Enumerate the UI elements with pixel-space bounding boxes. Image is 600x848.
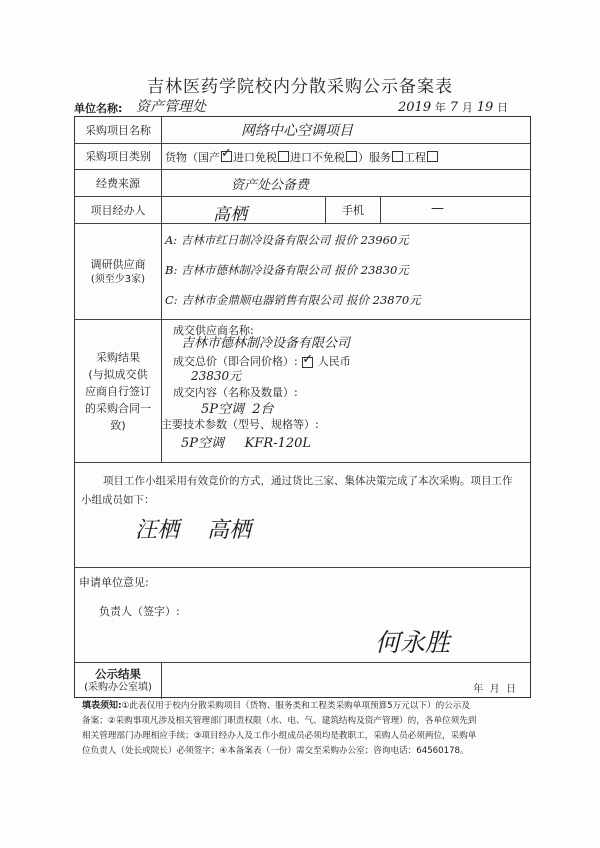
spec-value: 5P空调 KFR-120L: [181, 436, 312, 451]
phone-label: 手机: [325, 197, 381, 223]
supplier-b: B: 吉林市德林制冷设备有限公司 报价 23830元: [165, 263, 409, 277]
row-suppliers: [75, 224, 530, 320]
project-name-label: 采购项目名称: [75, 117, 162, 143]
project-checkbox[interactable]: [427, 151, 438, 162]
deal-content-value: 5P空调 2台: [201, 402, 274, 417]
result-label-note4: 致): [110, 418, 126, 432]
deal-price-text: 成交总价（即合同价格）:: [173, 355, 298, 368]
row-result: [75, 320, 530, 568]
row-manager: [75, 197, 530, 224]
deal-price-value: 23830元: [191, 369, 242, 383]
import-free-label: 进口免税: [233, 150, 277, 164]
result-label-note1: (与拟成交供: [88, 367, 148, 381]
project-type-label: 采购项目类别: [75, 144, 162, 169]
rmb-checkbox[interactable]: [302, 357, 313, 368]
apply-opinion-label: 申请单位意见:: [79, 576, 149, 589]
row-publicity: [75, 663, 530, 699]
suppliers-label-note: (须至少3家): [90, 273, 146, 285]
page-title: 吉林医药学院校内分散采购公示备案表: [147, 77, 453, 97]
supplier-a: A: 吉林市红日制冷设备有限公司 报价 23960元: [165, 233, 409, 247]
row-apply-opinion: [75, 568, 530, 663]
deal-supplier-label: 成交供应商名称:: [173, 324, 254, 337]
instructions-line-2: 备案；②采购事项凡涉及相关管理部门职责权限（水、电、气、建筑结构及资产管理）的，各单位须先到: [82, 716, 477, 726]
instructions-line-4: 位负责人（处长或院长）必须签字；④本备案表（一份）需交至采购办公室；咨询电话：64560178。: [82, 746, 469, 756]
date-day-unit: 日: [497, 101, 509, 114]
date-year: 2019: [398, 100, 432, 115]
result-label-note3: 的采购合同一: [85, 401, 151, 415]
date-month-unit: 月: [461, 101, 473, 114]
instructions-lead: 填表须知:: [82, 701, 122, 711]
goods-option-label: 货物（国产: [165, 150, 220, 164]
phone-value: —: [431, 201, 444, 216]
project-name-value: 网络中心空调项目: [241, 123, 353, 139]
project-type-options: [161, 144, 530, 169]
team-members: 汪栖 高栖: [135, 518, 251, 543]
date-year-unit: 年: [434, 101, 446, 114]
row-funding: [75, 170, 530, 197]
result-label-main: 采购结果: [96, 350, 140, 364]
unit-name-value: 资产管理处: [136, 99, 206, 115]
filing-form: [74, 116, 531, 698]
service-checkbox[interactable]: [392, 151, 403, 162]
funding-label: 经费来源: [75, 170, 162, 196]
service-option-label: 服务: [369, 150, 391, 164]
date-month: 7: [449, 100, 459, 115]
fill-date: [398, 99, 508, 115]
instructions-line-1: ①此表仅用于校内分散采购项目（货物、服务类和工程类采购单项预算5万元以下）的公示及: [121, 701, 470, 711]
publicity-label-main: 公示结果: [95, 667, 141, 681]
domestic-checkbox[interactable]: [221, 151, 232, 162]
row-project-name: [75, 117, 530, 144]
result-label: [75, 320, 162, 462]
deal-content-label: 成交内容（名称及数量）:: [173, 386, 298, 399]
manager-value: 高栖: [213, 205, 247, 225]
deal-supplier-value: 吉林市德林制冷设备有限公司: [181, 336, 351, 351]
funding-value: 资产处公备费: [231, 177, 310, 193]
suppliers-label: [75, 224, 162, 319]
import-nofree-label: 进口不免税: [290, 150, 345, 164]
statement-text: 项目工作小组采用有效竞价的方式，通过货比三家、集体决策完成了本次采购。项目工作小组成员如下：: [81, 475, 513, 506]
statement-divider: [75, 462, 530, 463]
spec-label: 主要技术参数（型号、规格等）:: [161, 418, 319, 431]
import-nofree-checkbox[interactable]: [346, 151, 357, 162]
rmb-label: 人民币: [317, 355, 351, 368]
project-option-label: 工程: [404, 150, 426, 164]
import-free-checkbox[interactable]: [278, 151, 289, 162]
goods-close-paren: ）: [358, 150, 369, 164]
unit-name-label: 单位名称:: [74, 102, 123, 115]
leader-signature: 何永胜: [375, 628, 451, 657]
fill-instructions: [82, 699, 534, 759]
manager-label: 项目经办人: [75, 197, 162, 223]
row-project-type: [75, 144, 530, 170]
result-label-note2: 应商自行签订: [85, 384, 151, 398]
instructions-line-3: 相关管理部门办理相应手续；③项目经办人及工作小组成员必须均是教职工，采购人员必须两位，采购单: [82, 731, 477, 741]
date-day: 19: [476, 100, 494, 115]
signature-label: 负责人（签字）:: [99, 605, 180, 618]
publicity-label: [75, 663, 162, 699]
publicity-date: 年 月 日: [473, 684, 516, 695]
suppliers-label-main: 调研供应商: [90, 257, 146, 271]
supplier-c: C: 吉林市金鼎顺电器销售有限公司 报价 23870元: [165, 293, 421, 307]
publicity-label-note: (采购办公室填): [84, 682, 152, 693]
